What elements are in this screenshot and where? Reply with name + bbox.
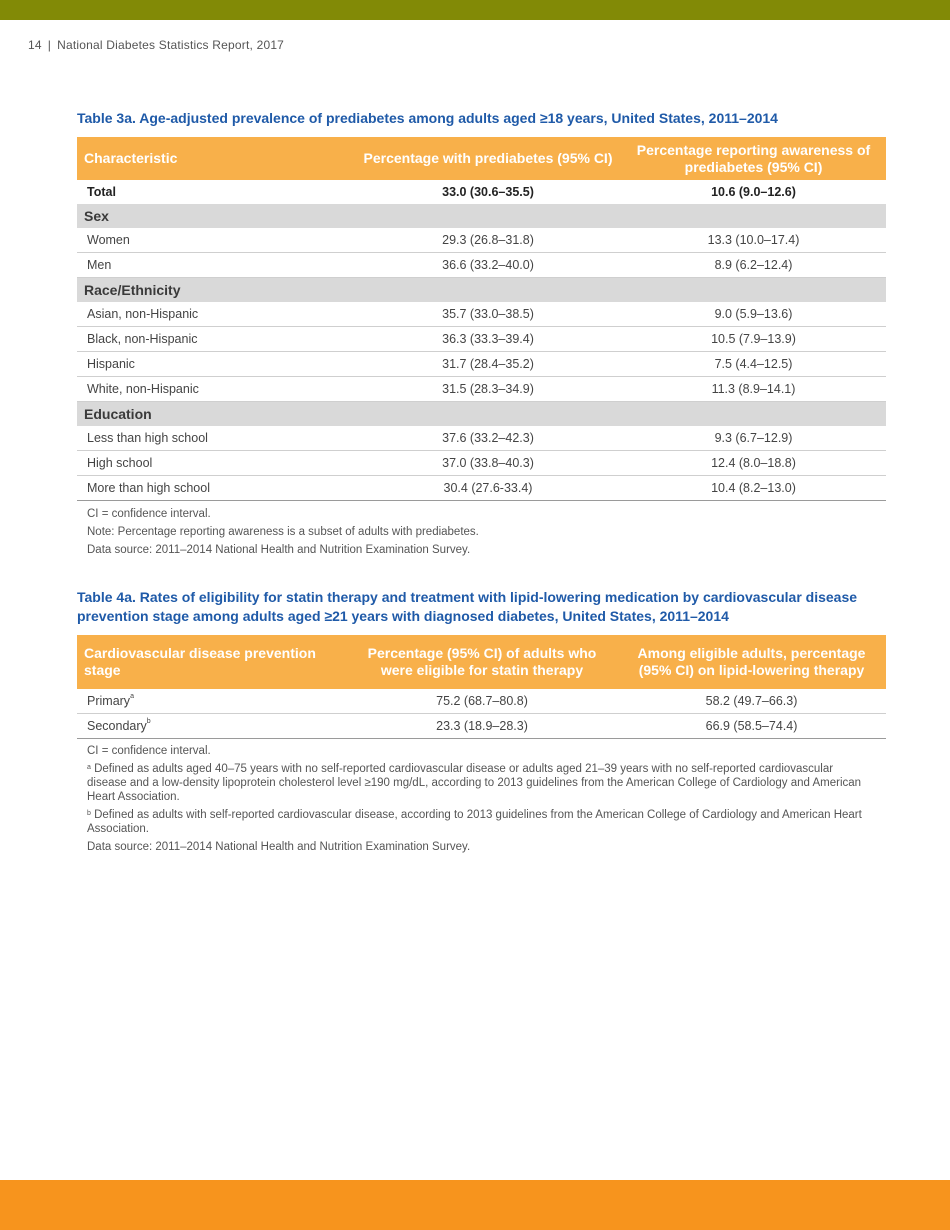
table-4a-header-row (77, 635, 886, 689)
group-label: Race/Ethnicity (77, 278, 886, 303)
row-label: Hispanic (77, 352, 355, 377)
row-label: Women (77, 228, 355, 253)
prevalence-value: 37.6 (33.2–42.3) (355, 426, 621, 451)
group-label: Sex (77, 204, 886, 228)
eligible-value: 23.3 (18.9–28.3) (347, 714, 617, 739)
therapy-value: 66.9 (58.5–74.4) (617, 714, 886, 739)
table-3a-header-row (77, 137, 886, 180)
prevalence-value: 30.4 (27.6-33.4) (355, 476, 621, 501)
footnote-b-text: Defined as adults with self-reported cardiovascular disease, according to 2013 guidelines from the American College of Cardiology and American Heart Association. (87, 809, 862, 835)
awareness-value: 11.3 (8.9–14.1) (621, 377, 886, 402)
note-data-source: Data source: 2011–2014 National Health and Nutrition Examination Survey. (87, 544, 471, 556)
footnote-a-text: Defined as adults aged 40–75 years with no self-reported cardiovascular disease or adults aged 21–39 years with no self-reported cardiovascular disease and a low-density lipoprotein cholesterol level ≥190 mg/dL, according to 2013 guidelines from the American College of Cardiology and American Heart Association. (87, 763, 862, 803)
table-4a-title: Table 4a. Rates of eligibility for statin therapy and treatment with lipid-lowering medication by cardiovascular disease prevention stage among adults aged ≥21 years with diagnosed diabetes, United States, 2011–2014 (77, 589, 858, 624)
footnote-marker: a (130, 693, 134, 700)
awareness-value: 10.6 (9.0–12.6) (711, 185, 796, 199)
note-data-source: Data source: 2011–2014 National Health and Nutrition Examination Survey. (87, 841, 471, 853)
awareness-value: 10.4 (8.2–13.0) (621, 476, 886, 501)
prevalence-value: 29.3 (26.8–31.8) (355, 228, 621, 253)
table-3a-title: Table 3a. Age-adjusted prevalence of prediabetes among adults aged ≥18 years, United States, 2011–2014 (77, 110, 778, 126)
footnote-marker: b (146, 718, 151, 725)
group-row-education (77, 402, 886, 427)
group-row-sex (77, 204, 886, 228)
stage-label: Secondary (87, 719, 147, 733)
table-3a (77, 137, 886, 501)
column-header-prevalence: Percentage with prediabetes (95% CI) (355, 137, 621, 180)
stage-label: Primary (87, 694, 131, 708)
row-label (77, 714, 347, 739)
running-header (28, 38, 284, 52)
awareness-value: 10.5 (7.9–13.9) (621, 327, 886, 352)
eligible-value: 75.2 (68.7–80.8) (347, 689, 617, 714)
footnote-marker: a (87, 764, 91, 771)
group-row-race-ethnicity (77, 278, 886, 303)
table-row (77, 302, 886, 327)
prevalence-value: 35.7 (33.0–38.5) (355, 302, 621, 327)
column-header-prevention-stage: Cardiovascular disease prevention stage (77, 635, 347, 689)
table-row (77, 451, 886, 476)
awareness-value: 7.5 (4.4–12.5) (621, 352, 886, 377)
awareness-value: 13.3 (10.0–17.4) (621, 228, 886, 253)
row-label: White, non-Hispanic (77, 377, 355, 402)
prevalence-value: 36.6 (33.2–40.0) (355, 253, 621, 278)
row-label: Black, non-Hispanic (77, 327, 355, 352)
table-row (77, 327, 886, 352)
awareness-value: 9.0 (5.9–13.6) (621, 302, 886, 327)
prevalence-value: 31.7 (28.4–35.2) (355, 352, 621, 377)
table-3a-notes (87, 507, 867, 561)
row-label: Total (87, 185, 116, 199)
awareness-value: 8.9 (6.2–12.4) (621, 253, 886, 278)
prevalence-value: 36.3 (33.3–39.4) (355, 327, 621, 352)
awareness-value: 12.4 (8.0–18.8) (621, 451, 886, 476)
total-row (77, 180, 886, 204)
report-title: National Diabetes Statistics Report, 2017 (57, 38, 285, 52)
table-4a (77, 635, 886, 739)
table-row (77, 352, 886, 377)
row-label (77, 689, 347, 714)
column-header-lipid-therapy: Among eligible adults, percentage (95% CI) on lipid-lowering therapy (617, 635, 886, 689)
page-number: 14 (28, 38, 42, 52)
row-label: Asian, non-Hispanic (77, 302, 355, 327)
footnote-a (87, 762, 867, 804)
table-row (77, 228, 886, 253)
row-label: High school (77, 451, 355, 476)
prevalence-value: 31.5 (28.3–34.9) (355, 377, 621, 402)
table-row (77, 689, 886, 714)
footnote-b (87, 808, 867, 836)
table-row (77, 426, 886, 451)
note-awareness: Note: Percentage reporting awareness is a subset of adults with prediabetes. (87, 526, 479, 538)
row-label: Men (77, 253, 355, 278)
column-header-eligible: Percentage (95% CI) of adults who were eligible for statin therapy (347, 635, 617, 689)
footnote-marker: b (87, 810, 91, 817)
bottom-color-bar (0, 1180, 950, 1230)
table-row (77, 714, 886, 739)
header-separator: | (47, 38, 52, 52)
table-row (77, 476, 886, 501)
row-label: More than high school (77, 476, 355, 501)
note-ci: CI = confidence interval. (87, 508, 211, 520)
row-label: Less than high school (77, 426, 355, 451)
note-ci: CI = confidence interval. (87, 745, 211, 757)
column-header-awareness: Percentage reporting awareness of prediabetes (95% CI) (621, 137, 886, 180)
table-row (77, 253, 886, 278)
group-label: Education (77, 402, 886, 427)
prevalence-value: 37.0 (33.8–40.3) (355, 451, 621, 476)
therapy-value: 58.2 (49.7–66.3) (617, 689, 886, 714)
table-4a-notes (87, 744, 867, 858)
top-color-bar (0, 0, 950, 20)
table-row (77, 377, 886, 402)
awareness-value: 9.3 (6.7–12.9) (621, 426, 886, 451)
prevalence-value: 33.0 (30.6–35.5) (442, 185, 534, 199)
column-header-characteristic: Characteristic (77, 137, 355, 180)
